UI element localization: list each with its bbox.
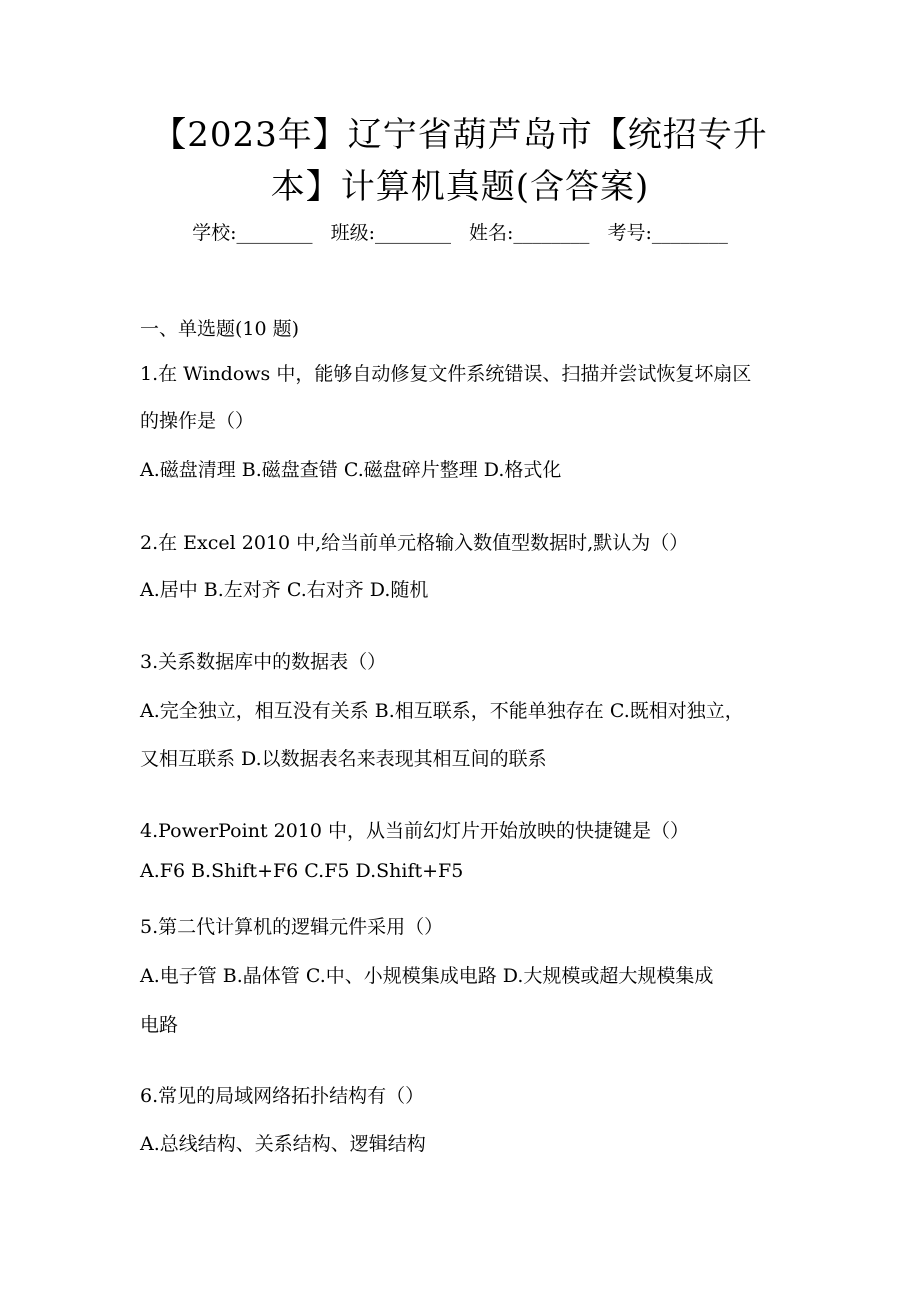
info-fields [0,218,920,245]
question-1-options: A.磁盘清理 B.磁盘查错 C.磁盘碎片整理 D.格式化 [140,459,562,481]
question-2-options: A.居中 B.左对齐 C.右对齐 D.随机 [140,579,429,601]
question-3-options-line-2: 又相互联系 D.以数据表名来表现其相互间的联系 [140,748,547,770]
question-6-options: A.总线结构、关系结构、逻辑结构 [140,1133,426,1155]
question-2-stem: 2.在 Excel 2010 中,给当前单元格输入数值型数据时,默认为（） [140,532,689,554]
exam-number-field: 考号:________ [607,222,728,244]
question-5-options-line-1: A.电子管 B.晶体管 C.中、小规模集成电路 D.大规模或超大规模集成 [140,965,714,987]
document-title-line-1: 【2023年】辽宁省葫芦岛市【统招专升 [152,115,768,155]
question-4-stem: 4.PowerPoint 2010 中，从当前幻灯片开始放映的快捷键是（） [140,820,690,842]
question-1-stem-line-1: 1.在 Windows 中，能够自动修复文件系统错误、扫描并尝试恢复坏扇区 [140,363,752,385]
question-3-stem: 3.关系数据库中的数据表（） [140,651,387,673]
question-5-options-line-2: 电路 [140,1014,179,1036]
school-field: 学校:________ [192,222,313,244]
question-3-options-line-1: A.完全独立，相互没有关系 B.相互联系，不能单独存在 C.既相对独立， [140,700,744,722]
question-5-stem: 5.第二代计算机的逻辑元件采用（） [140,916,444,938]
name-field: 姓名:________ [469,222,590,244]
question-6-stem: 6.常见的局域网络拓扑结构有（） [140,1085,425,1107]
document-title-line-2: 本】计算机真题(含答案) [270,167,650,207]
section-heading: 一、单选题(10 题) [140,318,300,340]
class-field: 班级:________ [330,222,451,244]
question-4-options: A.F6 B.Shift+F6 C.F5 D.Shift+F5 [140,860,464,882]
question-1-stem-line-2: 的操作是（） [140,410,255,432]
